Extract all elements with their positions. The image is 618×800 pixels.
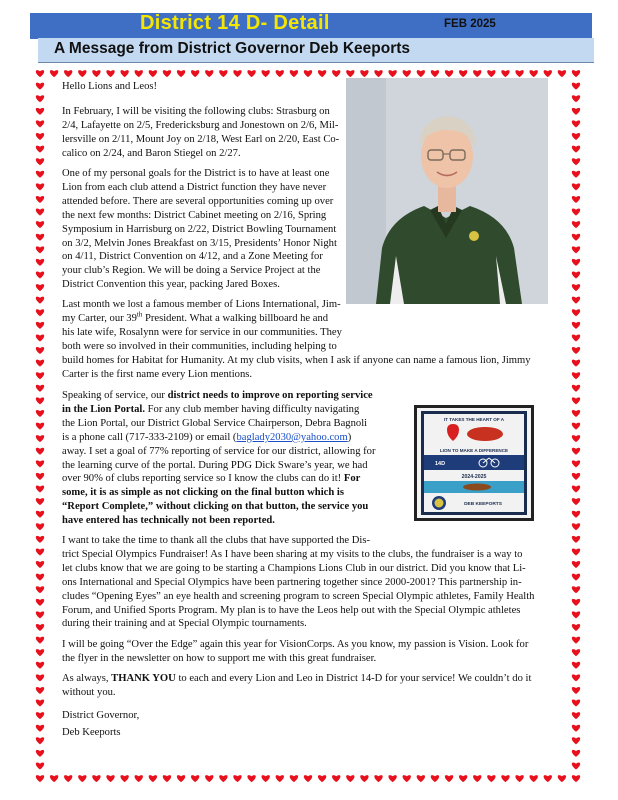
heart-icon: [572, 649, 580, 656]
letter-greeting: Hello Lions and Leos!: [62, 81, 158, 92]
heart-icon: [36, 146, 44, 153]
heart-icon: [572, 70, 580, 77]
heart-icon: [572, 410, 580, 417]
heart-icon: [36, 334, 44, 341]
heart-icon: [247, 70, 255, 77]
heart-icon: [572, 171, 580, 178]
heart-icon: [36, 209, 44, 216]
heart-icon: [572, 322, 580, 329]
heart-icon: [36, 498, 44, 505]
heart-icon: [530, 775, 538, 782]
heart-icon: [572, 120, 580, 127]
heart-icon: [544, 775, 552, 782]
heart-icon: [304, 775, 312, 782]
heart-icon: [36, 473, 44, 480]
heart-icon: [572, 637, 580, 644]
heart-icon: [572, 284, 580, 291]
heart-icon: [78, 775, 86, 782]
paragraph-thank-you: As always, THANK YOU to each and every Lion and Leo in District 14-D for your service! We couldn’t do it without you.: [62, 673, 532, 698]
heart-icon: [177, 775, 185, 782]
heart-icon: [332, 70, 340, 77]
heart-icon: [572, 133, 580, 140]
heart-icon: [219, 775, 227, 782]
heart-icon: [572, 196, 580, 203]
heart-icon: [36, 221, 44, 228]
heart-icon: [459, 70, 467, 77]
heart-icon: [515, 70, 523, 77]
heart-icon: [473, 775, 481, 782]
heart-icon: [276, 70, 284, 77]
heart-icon: [530, 70, 538, 77]
heart-icon: [572, 523, 580, 530]
heart-icon: [572, 221, 580, 228]
heart-icon: [36, 108, 44, 115]
heart-icon: [558, 775, 566, 782]
heart-icon: [36, 649, 44, 656]
heart-icon: [572, 486, 580, 493]
heart-icon: [36, 171, 44, 178]
heart-icon: [36, 234, 44, 241]
heart-icon: [374, 775, 382, 782]
heart-icon: [346, 70, 354, 77]
heart-icon: [374, 70, 382, 77]
heart-icon: [36, 523, 44, 530]
heart-icon: [36, 725, 44, 732]
heart-icon: [177, 70, 185, 77]
heart-icon: [205, 775, 213, 782]
heart-icon: [572, 259, 580, 266]
heart-icon: [205, 70, 213, 77]
heart-icon: [572, 700, 580, 707]
heart-icon: [36, 246, 44, 253]
heart-icon: [572, 712, 580, 719]
heart-icon: [572, 662, 580, 669]
heart-icon: [572, 372, 580, 379]
heart-icon: [36, 297, 44, 304]
heart-icon: [572, 158, 580, 165]
heart-icon: [36, 586, 44, 593]
heart-icon: [120, 70, 128, 77]
heart-icon: [120, 775, 128, 782]
heart-icon: [360, 70, 368, 77]
heart-icon: [92, 70, 100, 77]
heart-icon: [36, 611, 44, 618]
heart-icon: [459, 775, 467, 782]
heart-icon: [92, 775, 100, 782]
heart-icon: [36, 511, 44, 518]
heart-icon: [36, 460, 44, 467]
heart-icon: [572, 548, 580, 555]
heart-icon: [572, 183, 580, 190]
heart-icon: [149, 775, 157, 782]
heart-icon: [290, 775, 298, 782]
heart-icon: [262, 775, 270, 782]
heart-icon: [36, 259, 44, 266]
heart-icon: [572, 599, 580, 606]
heart-icon: [445, 70, 453, 77]
heart-icon: [50, 775, 58, 782]
heart-icon: [572, 611, 580, 618]
heart-icon: [233, 70, 241, 77]
heart-icon: [36, 360, 44, 367]
article-title: A Message from District Governor Deb Keeports: [54, 40, 411, 57]
heart-icon: [572, 246, 580, 253]
heart-icon: [290, 70, 298, 77]
heart-icon: [572, 209, 580, 216]
heart-icon: [36, 574, 44, 581]
heart-icon: [36, 95, 44, 102]
heart-icon: [501, 70, 509, 77]
heart-icon: [346, 775, 354, 782]
pin-top-text: IT TAKES THE HEART OF A: [443, 417, 505, 422]
heart-icon: [36, 548, 44, 555]
heart-icon: [431, 775, 439, 782]
heart-icon: [572, 460, 580, 467]
heart-icon: [360, 775, 368, 782]
heart-icon: [36, 397, 44, 404]
heart-icon: [36, 385, 44, 392]
heart-icon: [572, 360, 580, 367]
heart-icon: [106, 775, 114, 782]
district-pin-image: [414, 405, 534, 521]
heart-icon: [36, 158, 44, 165]
heart-icon: [36, 712, 44, 719]
heart-icon: [572, 498, 580, 505]
signature-name: Deb Keeports: [62, 727, 121, 738]
heart-icon: [318, 70, 326, 77]
heart-icon: [36, 284, 44, 291]
heart-icon: [149, 70, 157, 77]
heart-icon: [36, 372, 44, 379]
heart-icon: [487, 775, 495, 782]
heart-icon: [572, 423, 580, 430]
pin-mid-text: LION TO MAKE A DIFFERENCE: [439, 448, 509, 453]
pin-district: 14D: [435, 461, 446, 467]
heart-icon: [36, 624, 44, 631]
heart-icon: [544, 70, 552, 77]
heart-icon: [219, 70, 227, 77]
paragraph-over-the-edge: I will be going “Over the Edge” again this year for VisionCorps. As you know, my passion is Vision. Look for the flyer in the newsletter on how to support me with this great fundraiser.: [62, 639, 529, 664]
heart-icon: [64, 775, 72, 782]
heart-icon: [572, 435, 580, 442]
heart-icon: [36, 347, 44, 354]
heart-icon: [572, 334, 580, 341]
heart-icon: [431, 70, 439, 77]
heart-icon: [572, 95, 580, 102]
heart-icon: [388, 70, 396, 77]
heart-icon: [191, 775, 199, 782]
issue-date: FEB 2025: [444, 18, 496, 30]
heart-icon: [572, 687, 580, 694]
heart-icon: [36, 183, 44, 190]
heart-icon: [417, 775, 425, 782]
heart-icon: [501, 775, 509, 782]
heart-icon: [572, 309, 580, 316]
heart-icon: [572, 624, 580, 631]
heart-icon: [78, 70, 86, 77]
heart-icon: [276, 775, 284, 782]
heart-icon: [403, 70, 411, 77]
email-link[interactable]: baglady2030@yahoo.com: [236, 431, 348, 443]
heart-icon: [388, 775, 396, 782]
heart-icon: [191, 70, 199, 77]
heart-icon: [233, 775, 241, 782]
heart-icon: [36, 536, 44, 543]
heart-icon: [572, 146, 580, 153]
heart-icon: [36, 674, 44, 681]
heart-icon: [36, 448, 44, 455]
heart-icon: [572, 271, 580, 278]
heart-icon: [332, 775, 340, 782]
heart-icon: [135, 775, 143, 782]
heart-icon: [403, 775, 411, 782]
heart-icon: [106, 70, 114, 77]
heart-icon: [572, 762, 580, 769]
heart-icon: [487, 70, 495, 77]
heart-icon: [572, 586, 580, 593]
paragraph-visits: In February, I will be visiting the following clubs: Strasburg on 2/4, Lafayette on 2/5, Fredericksburg and Jonestown on 2/6, Mil- lersville on 2/11, Mount Joy on 2/18, West Earl on 2/20, East Co- calico on 2/24, and Baron Stiegel on 2/27.: [62, 106, 340, 159]
heart-icon: [36, 750, 44, 757]
heart-icon: [64, 70, 72, 77]
heart-icon: [572, 737, 580, 744]
heart-icon: [36, 637, 44, 644]
heart-icon: [36, 687, 44, 694]
heart-icon: [247, 775, 255, 782]
heart-icon: [36, 309, 44, 316]
heart-icon: [572, 234, 580, 241]
heart-icon: [515, 775, 523, 782]
heart-icon: [36, 561, 44, 568]
heart-icon: [572, 536, 580, 543]
heart-icon: [36, 70, 44, 77]
heart-icon: [36, 271, 44, 278]
heart-icon: [572, 511, 580, 518]
heart-icon: [572, 750, 580, 757]
heart-icon: [135, 70, 143, 77]
paragraph-reporting: Speaking of service, our district needs to improve on reporting service in the Lion Portal. For any club member having difficulty navigating the Lion Portal, our District Global Service Chairperson, Debra Bagnoli is a phone call (717-333-2109) or email (baglady2030@yahoo.com) away. I set a goal of 77% reporting of service for our district, allowing for the learning curve of the portal. During PDG Dick Sware’s year, we had over 90% of clubs reporting service so I know the clubs can do it! For some, it is as simple as not clicking on the final button which is “Report Complete,” without clicking on that button, the service you have entered has technically not been reported.: [62, 390, 376, 527]
signature-title: District Governor,: [62, 710, 140, 721]
heart-icon: [36, 486, 44, 493]
heart-icon: [36, 410, 44, 417]
heart-icon: [36, 775, 44, 782]
newsletter-title: District 14 D- Detail: [140, 12, 330, 34]
heart-icon: [572, 448, 580, 455]
pin-name: DEB KEEPORTS: [464, 502, 502, 507]
heart-icon: [163, 70, 171, 77]
heart-icon: [304, 70, 312, 77]
heart-icon: [36, 133, 44, 140]
heart-icon: [572, 574, 580, 581]
heart-icon: [473, 70, 481, 77]
heart-icon: [572, 347, 580, 354]
paragraph-goals: One of my personal goals for the District is to have at least one Lion from each club attend a District function they have never attended before. There are several opportunities coming up over the next few months: District Cabinet meeting on 2/16, Spring Symposium in Harrisburg on 2/22, District Bowling Tournament on 3/2, Melvin Jones Breakfast on 3/15, Presidents’ Honor Night on 4/11, District Convention on 4/12, and a Zone Meeting for your club’s Region. We will be doing a Service Project at the District Convention this year, packing Jared Boxes.: [62, 168, 337, 291]
heart-icon: [572, 108, 580, 115]
paragraph-jimmy-carter: Last month we lost a famous member of Lions International, Jim- my Carter, our 39th President. What a walking billboard he and his late wife, Rosalynn were for service in our communities. They both were so involved in their communities, including helping to build homes for Habitat for Humanity. At my club visits, when I ask if anyone can name a famous lion, Jimmy Carter is the first name every Lion mentions.: [62, 299, 531, 380]
heart-icon: [36, 599, 44, 606]
heart-icon: [572, 297, 580, 304]
heart-icon: [163, 775, 171, 782]
heart-icon: [36, 435, 44, 442]
heart-icon: [572, 83, 580, 90]
heart-icon: [262, 70, 270, 77]
heart-icon: [36, 196, 44, 203]
heart-icon: [36, 700, 44, 707]
heart-icon: [318, 775, 326, 782]
heart-icon: [50, 70, 58, 77]
heart-icon: [36, 83, 44, 90]
heart-icon: [36, 322, 44, 329]
heart-icon: [36, 662, 44, 669]
heart-icon: [36, 762, 44, 769]
heart-icon: [572, 397, 580, 404]
heart-icon: [445, 775, 453, 782]
heart-icon: [36, 423, 44, 430]
heart-icon: [572, 473, 580, 480]
governor-photo: [346, 78, 548, 304]
heart-icon: [572, 385, 580, 392]
heart-icon: [558, 70, 566, 77]
heart-icon: [572, 775, 580, 782]
paragraph-special-olympics: I want to take the time to thank all the clubs that have supported the Dis- trict Special Olympics Fundraiser! As I have been sharing at my visits to the clubs, the fundraiser is a way to let clubs know that we are going to be starting a Champions Lions Club in our district. Did you know that Li- ons International and Special Olympics have been partnering together since 2000-2001? This partnership in- cludes “Opening Eyes” an eye health and screening program to screen Special Olympic athletes, Family Health Forum, and Unified Sports Program. My plan is to have the Leos help out with the Special Olympic athletes during their training and at Special Olympic tournaments.: [62, 535, 535, 630]
heart-icon: [572, 561, 580, 568]
heart-icon: [417, 70, 425, 77]
pin-years: 2024-2025: [461, 474, 487, 480]
heart-icon: [36, 737, 44, 744]
heart-icon: [572, 674, 580, 681]
heart-icon: [36, 120, 44, 127]
heart-icon: [572, 725, 580, 732]
